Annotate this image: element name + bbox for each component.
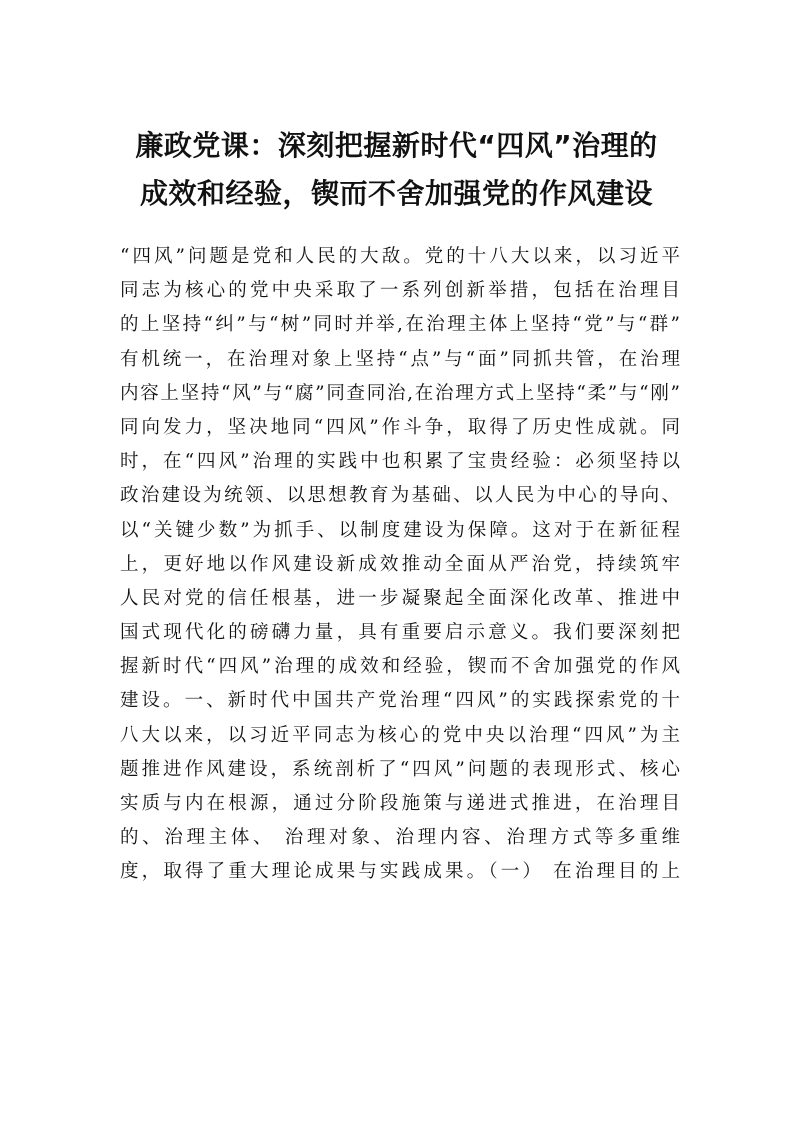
- body-line: 以“关键少数”为抓手、以制度建设为保障。这对于在新征程: [120, 519, 680, 541]
- body-paragraph: [120, 240, 680, 890]
- body-line: 的上坚持“纠”与“树”同时并举,在治理主体上坚持“党”与“群”: [120, 314, 680, 336]
- body-line: 实质与内在根源，通过分阶段施策与递进式推进，在治理目: [120, 793, 680, 814]
- title-line-2: 成效和经验，锲而不舍加强党的作风建设: [139, 177, 653, 210]
- body-line: 有机统一，在治理对象上坚持“点”与“面”同抓共管，在治理: [120, 348, 680, 370]
- body-line: 政治建设为统领、以思想教育为基础、以人民为中心的导向、: [120, 485, 680, 507]
- body-line: 的、治理主体、 治理对象、治理内容、治理方式等多重维: [120, 827, 680, 849]
- body-line: 同向发力，坚决地同“四风”作斗争，取得了历史性成就。同: [120, 416, 680, 438]
- body-line: 内容上坚持“风”与“腐”同查同治,在治理方式上坚持“柔”与“刚”: [120, 382, 680, 404]
- body-line: 握新时代“四风”治理的成效和经验，锲而不舍加强党的作风: [120, 656, 680, 678]
- body-line: 人民对党的信任根基，进一步凝聚起全面深化改革、推进中: [120, 587, 680, 609]
- body-line: 建设。一、新时代中国共产党治理“四风”的实践探索党的十: [120, 690, 680, 712]
- body-line: 时，在“四风”治理的实践中也积累了宝贵经验：必须坚持以: [120, 451, 680, 473]
- body-line: 题推进作风建设，系统剖析了“四风”问题的表现形式、核心: [120, 758, 680, 780]
- body-line: 上，更好地以作风建设新成效推动全面从严治党，持续筑牢: [120, 553, 680, 575]
- body-line: 国式现代化的磅礴力量，具有重要启示意义。我们要深刻把: [120, 622, 680, 644]
- title-line-1: 廉政党课：深刻把握新时代“四风”治理的: [135, 129, 658, 162]
- body-line: 同志为核心的党中央采取了一系列创新举措，包括在治理目: [120, 280, 680, 302]
- body-line: 八大以来，以习近平同志为核心的党中央以治理“四风”为主: [120, 724, 680, 746]
- body-line: 度，取得了重大理论成果与实践成果。（一） 在治理目的上: [120, 861, 680, 883]
- body-line: “四风”问题是党和人民的大敌。党的十八大以来，以习近平: [120, 246, 680, 267]
- document-title: [100, 122, 693, 218]
